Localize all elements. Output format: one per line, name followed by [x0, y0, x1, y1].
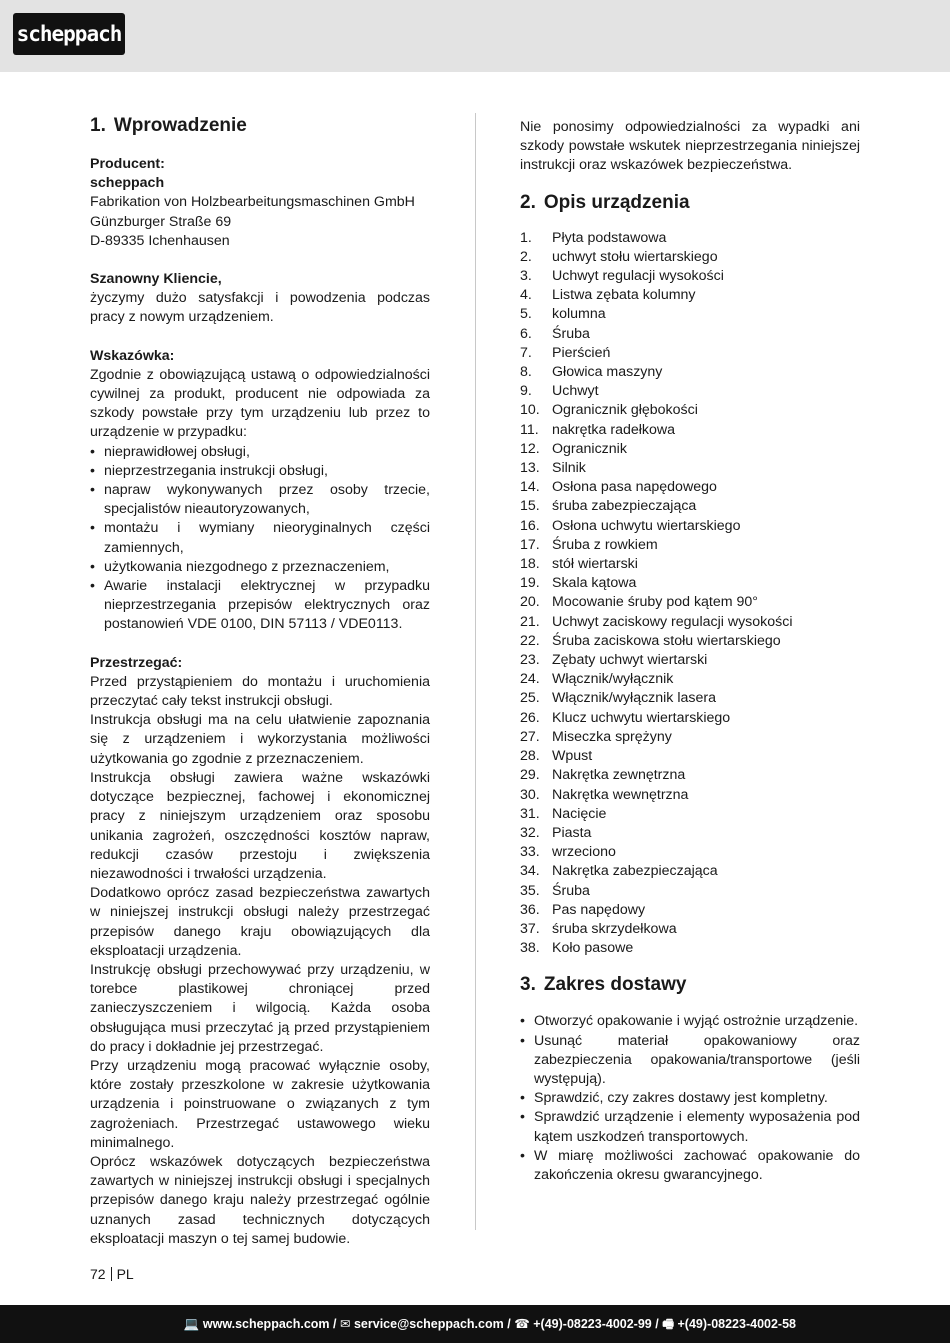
part-name: Koło pasowe [552, 940, 634, 957]
part-name: Pierścień [552, 344, 611, 361]
part-number: 19. [520, 575, 540, 592]
part-item [520, 267, 860, 286]
part-number: 25. [520, 690, 540, 707]
part-name: Miseczka sprężyny [552, 728, 672, 745]
part-item [520, 670, 860, 689]
part-number: 3. [520, 268, 532, 285]
part-name: Włącznik/wyłącznik lasera [552, 690, 716, 707]
producer-line: Günzburger Straße 69 [90, 213, 232, 230]
page-number [90, 1265, 134, 1283]
part-item [520, 805, 860, 824]
part-name: Pas napędowy [552, 901, 646, 918]
part-number: 1. [520, 229, 532, 246]
part-number: 11. [520, 421, 539, 438]
section-2-title [520, 190, 860, 216]
part-item [520, 920, 860, 939]
scheppach-logo: scheppach [13, 13, 125, 55]
part-item [520, 786, 860, 805]
part-number: 26. [520, 709, 540, 726]
part-number: 34. [520, 863, 540, 880]
greeting-label: Szanowny Kliencie, [90, 271, 222, 288]
part-number: 9. [520, 383, 532, 400]
part-number: 22. [520, 632, 540, 649]
part-name: Śruba z rowkiem [552, 536, 658, 553]
part-item [520, 536, 860, 555]
producer-label: Producent: [90, 156, 165, 172]
part-number: 28. [520, 748, 540, 765]
part-number: 18. [520, 556, 540, 573]
part-item [520, 382, 860, 401]
part-number: 14. [520, 479, 540, 496]
part-item [520, 824, 860, 843]
header-band [0, 0, 950, 72]
phone-icon: ☎ [514, 1317, 530, 1331]
part-name: stół wiertarski [552, 556, 638, 573]
part-item [520, 862, 860, 881]
warning-paragraph: Instrukcję obsługi przechowywać przy urządzeniu, w torebce plastikowej chroniącej przed zanieczyszczeniem i wilgocią. Każda osoba obsługująca musi przeczytać ją przed przystąpieniem do pracy i dokładnie jej przestrzegać. [90, 961, 430, 1055]
part-number: 12. [520, 440, 540, 457]
part-number: 37. [520, 920, 540, 937]
producer-name: scheppach [90, 175, 165, 192]
part-number: 13. [520, 460, 540, 477]
delivery-list [520, 1012, 860, 1185]
part-item [520, 421, 860, 440]
parts-list [520, 229, 860, 959]
part-name: Uchwyt regulacji wysokości [552, 268, 724, 285]
part-number: 31. [520, 805, 540, 822]
part-item [520, 574, 860, 593]
section-number: 3. [520, 974, 536, 996]
footer-separator: / [507, 1317, 511, 1331]
part-item [520, 286, 860, 305]
part-number: 17. [520, 536, 540, 553]
part-name: wrzeciono [552, 844, 616, 861]
part-number: 20. [520, 594, 540, 611]
warning-paragraph: Oprócz wskazówek dotyczących bezpieczeństwa zawartych w niniejszej instrukcji obsługi i specjalnych przepisów danego kraju należy przestrzegać ogólnie uznanych zasad technicznych dotyczących eksploatacji maszyn o tej samej budowie. [90, 1153, 430, 1247]
page-number-value: 72 [90, 1266, 106, 1282]
warning-paragraph: Dodatkowo oprócz zasad bezpieczeństwa zawartych w niniejszej instrukcji obsługi należy przestrzegać przepisów danego kraju obowiązujących dla eksploatacji urządzenia. [90, 885, 430, 959]
part-name: Silnik [552, 460, 586, 477]
part-number: 27. [520, 728, 540, 745]
note-block [90, 347, 430, 635]
part-item [520, 901, 860, 920]
part-item [520, 728, 860, 747]
part-name: Mocowanie śruby pod kątem 90° [552, 594, 758, 611]
part-name: Uchwyt [552, 383, 599, 400]
part-name: śruba zabezpieczająca [552, 498, 697, 515]
part-name: Klucz uchwytu wiertarskiego [552, 709, 731, 726]
part-number: 32. [520, 824, 540, 841]
part-number: 38. [520, 940, 540, 957]
part-name: Uchwyt zaciskowy regulacji wysokości [552, 613, 793, 630]
liability-text: Nie ponosimy odpowiedzialności za wypadki ani szkody powstałe wskutek nieprzestrzegania niniejszej instrukcji oraz wskazówek bezpieczeństwa. [520, 119, 860, 174]
part-number: 4. [520, 287, 532, 304]
part-number: 2. [520, 248, 532, 265]
list-item: • napraw wykonywanych przez osoby trzecie, specjalistów nieautoryzowanych, [90, 481, 430, 519]
list-item: • nieprawidłowej obsługi, [90, 443, 430, 462]
part-name: Nakrętka wewnętrzna [552, 786, 689, 803]
part-number: 5. [520, 306, 532, 323]
part-number: 35. [520, 882, 540, 899]
footer-bar [0, 1305, 950, 1343]
part-item [520, 689, 860, 708]
part-number: 16. [520, 517, 540, 534]
part-item [520, 766, 860, 785]
part-name: uchwyt stołu wiertarskiego [552, 248, 718, 265]
part-item [520, 939, 860, 958]
fax-icon: 🖷 [662, 1317, 675, 1331]
part-item [520, 497, 860, 516]
part-item [520, 229, 860, 248]
warning-paragraph: Instrukcja obsługi ma na celu ułatwienie zapoznania się z urządzeniem i wykorzystania możliwości użytkowania go zgodnie z przeznaczeniem. [90, 712, 430, 767]
section-3-title [520, 972, 860, 998]
part-name: Listwa zębata kolumny [552, 287, 696, 304]
part-name: nakrętka radełkowa [552, 421, 676, 438]
part-number: 24. [520, 671, 540, 688]
part-item [520, 248, 860, 267]
warning-paragraph: Przed przystąpieniem do montażu i uruchomienia przeczytać cały tekst instrukcji obsługi. [90, 673, 430, 710]
part-name: Śruba zaciskowa stołu wiertarskiego [552, 632, 781, 649]
part-number: 23. [520, 652, 540, 669]
part-item [520, 440, 860, 459]
part-item [520, 517, 860, 536]
part-item [520, 344, 860, 363]
list-item: • Usunąć materiał opakowaniowy oraz zabezpieczenia opakowania/transportowe (jeśli występują). [520, 1032, 860, 1090]
part-name: Nakrętka zewnętrzna [552, 767, 686, 784]
note-text: Zgodnie z obowiązującą ustawą o odpowiedzialności cywilnej za produkt, producent nie odpowiada za szkody powstałe przy tym urządzeniu lub przez to urządzenie w przypadku: [90, 366, 430, 441]
section-title-text: Opis urządzenia [543, 191, 690, 213]
part-item [520, 305, 860, 324]
part-name: Płyta podstawowa [552, 229, 667, 246]
computer-icon: 💻 [183, 1317, 200, 1331]
section-number: 2. [520, 191, 536, 213]
envelope-icon: ✉ [340, 1317, 351, 1331]
part-item [520, 459, 860, 478]
column-divider [475, 113, 476, 1230]
part-item [520, 401, 860, 420]
part-number: 33. [520, 844, 540, 861]
part-name: Nakrętka zabezpieczająca [552, 863, 718, 880]
part-name: Śruba [552, 882, 590, 899]
part-name: Śruba [552, 325, 590, 342]
section-title-text: Wprowadzenie [113, 115, 247, 136]
part-item [520, 363, 860, 382]
part-number: 8. [520, 364, 532, 381]
left-column [90, 113, 430, 1249]
part-item [520, 709, 860, 728]
right-column [520, 118, 860, 1185]
section-1-title [90, 113, 430, 139]
section-number: 1. [90, 115, 106, 136]
part-item [520, 555, 860, 574]
part-number: 29. [520, 767, 540, 784]
footer-separator: / [333, 1317, 337, 1331]
part-name: Ogranicznik głębokości [552, 402, 698, 419]
list-item: • nieprzestrzegania instrukcji obsługi, [90, 462, 430, 481]
part-name: Włącznik/wyłącznik [552, 671, 674, 688]
list-item: • użytkowania niezgodnego z przeznaczeniem, [90, 558, 430, 577]
part-item [520, 478, 860, 497]
part-name: Głowica maszyny [552, 364, 663, 381]
part-number: 21. [520, 613, 540, 630]
part-item [520, 325, 860, 344]
part-number: 7. [520, 344, 532, 361]
part-item [520, 651, 860, 670]
part-name: Osłona pasa napędowego [552, 479, 717, 496]
part-item [520, 613, 860, 632]
page-language: PL [116, 1266, 134, 1282]
part-name: Nacięcie [552, 805, 607, 822]
producer-block [90, 155, 430, 251]
part-item [520, 747, 860, 766]
producer-line: Fabrikation von Holzbearbeitungsmaschinen GmbH [90, 194, 415, 211]
part-item [520, 593, 860, 612]
part-name: Wpust [552, 748, 593, 765]
part-name: śruba skrzydełkowa [552, 920, 677, 937]
part-item [520, 632, 860, 651]
footer-email[interactable]: service@scheppach.com [353, 1317, 504, 1331]
footer-separator: / [655, 1317, 659, 1331]
section-title-text: Zakres dostawy [543, 974, 687, 996]
page-number-separator [111, 1267, 112, 1281]
note-label: Wskazówka: [90, 347, 175, 364]
part-name: kolumna [552, 306, 606, 323]
list-item: • montażu i wymiany nieoryginalnych części zamiennych, [90, 519, 430, 557]
part-number: 36. [520, 901, 540, 918]
part-number: 10. [520, 402, 540, 419]
producer-line: D-89335 Ichenhausen [90, 232, 230, 249]
greeting-text: życzymy dużo satysfakcji i powodzenia podczas pracy z nowym urządzeniem. [90, 290, 430, 326]
part-number: 30. [520, 786, 540, 803]
warning-label: Przestrzegać: [90, 654, 183, 671]
footer-fax: +(49)-08223-4002-58 [677, 1317, 796, 1331]
list-item: • Otworzyć opakowanie i wyjąć ostrożnie urządzenie. [520, 1012, 860, 1031]
part-number: 15. [520, 498, 540, 515]
part-name: Osłona uchwytu wiertarskiego [552, 517, 741, 534]
part-name: Ogranicznik [552, 440, 627, 457]
warning-paragraph: Instrukcja obsługi zawiera ważne wskazówki dotyczące bezpiecznej, fachowej i ekonomicznej pracy z niniejszym urządzeniem oraz sposobu unikania zagrożeń, oszczędności kosztów napraw, redukcji czasów przestoju i zwiększenia niezawodności i trwałości urządzenia. [90, 769, 430, 882]
part-name: Skala kątowa [552, 575, 637, 592]
part-name: Zębaty uchwyt wiertarski [552, 652, 708, 669]
part-item [520, 882, 860, 901]
list-item: • Sprawdzić, czy zakres dostawy jest kompletny. [520, 1089, 860, 1108]
note-list [90, 443, 430, 635]
footer-website[interactable]: www.scheppach.com [202, 1317, 330, 1331]
warning-paragraph: Przy urządzeniu mogą pracować wyłącznie osoby, które zostały przeszkolone w zakresie użytkowania urządzenia i poinstruowane o związanych z tym zagrożeniach. Przestrzegać ustawowego wieku minimalnego. [90, 1057, 430, 1151]
list-item: • Awarie instalacji elektrycznej w przypadku nieprzestrzegania przepisów elektrycznych oraz postanowień VDE 0100, DIN 57113 / VDE0113. [90, 577, 430, 635]
list-item: • Sprawdzić urządzenie i elementy wyposażenia pod kątem uszkodzeń transportowych. [520, 1108, 860, 1146]
part-name: Piasta [552, 824, 592, 841]
greeting-block [90, 270, 430, 328]
part-item [520, 843, 860, 862]
warning-block [90, 654, 430, 1249]
footer-phone: +(49)-08223-4002-99 [533, 1317, 652, 1331]
list-item: • W miarę możliwości zachować opakowanie do zakończenia okresu gwarancyjnego. [520, 1147, 860, 1185]
part-number: 6. [520, 325, 532, 342]
